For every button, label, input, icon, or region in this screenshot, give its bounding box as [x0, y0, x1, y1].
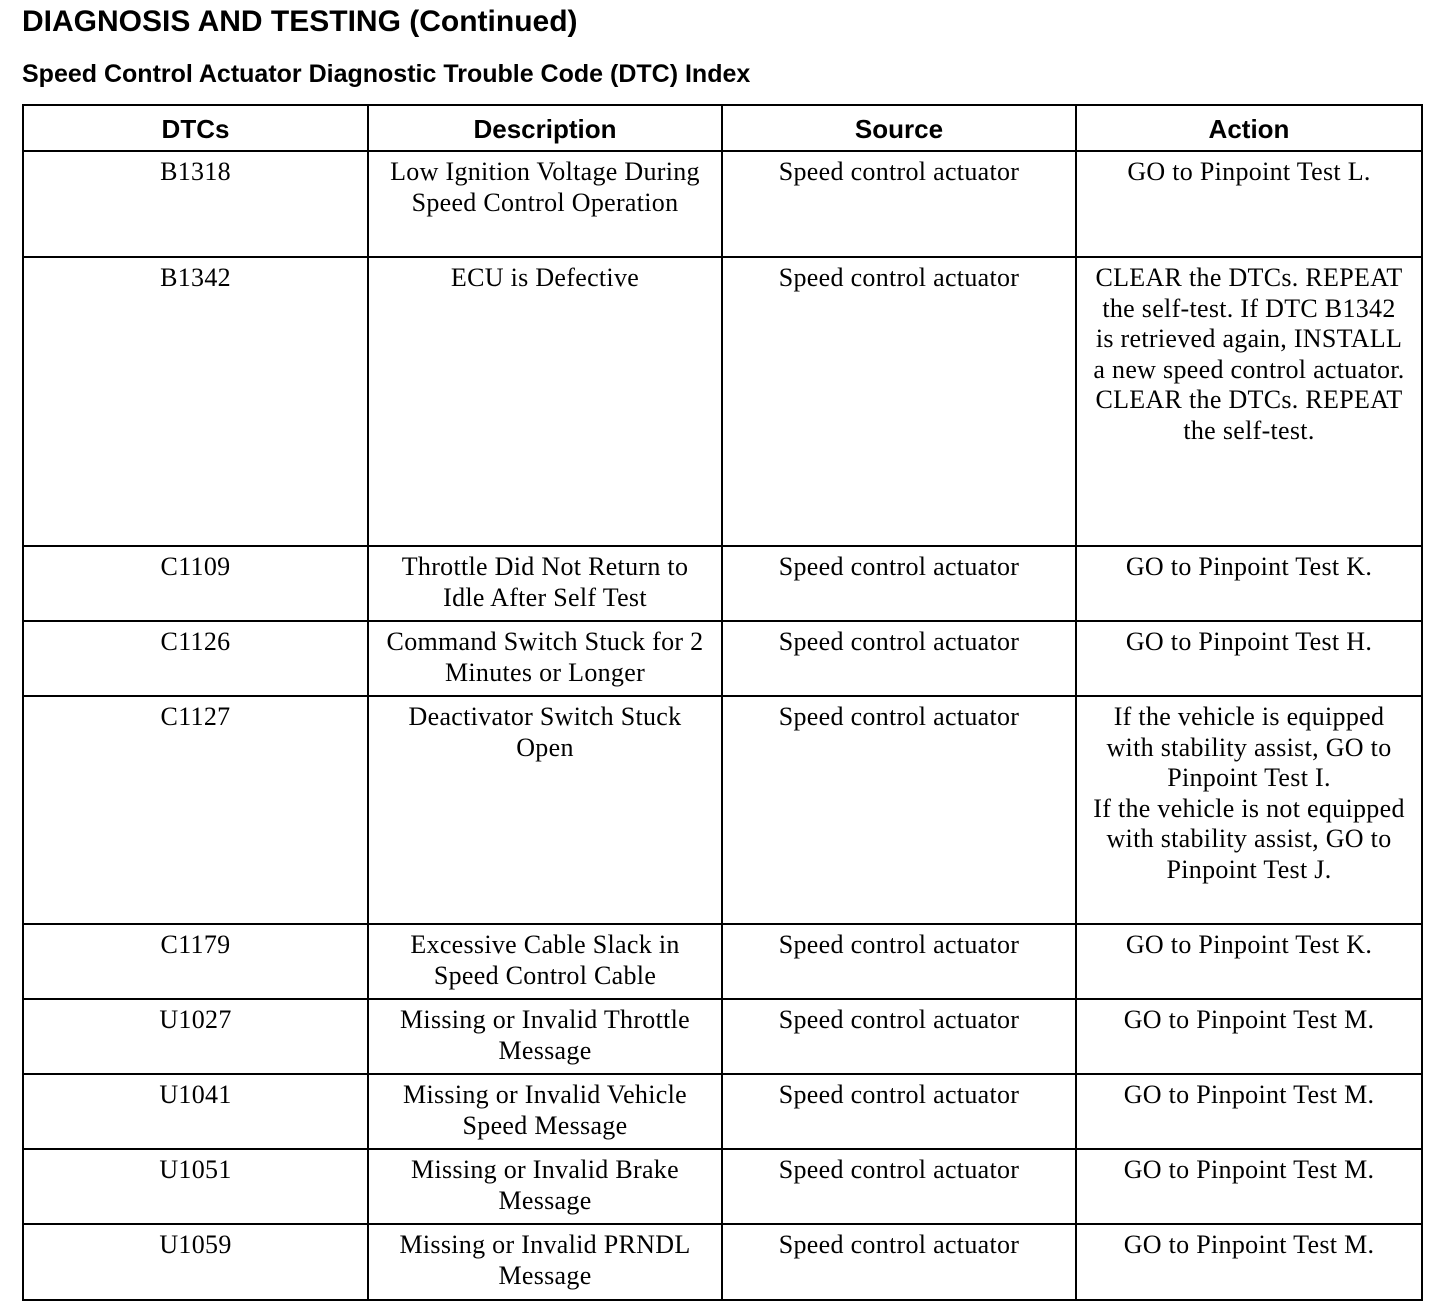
- column-header-source: Source: [722, 105, 1076, 151]
- table-row: [23, 151, 1422, 257]
- action-cell: GO to Pinpoint Test K.: [1076, 546, 1422, 621]
- source-cell: Speed control actuator: [722, 999, 1076, 1074]
- dtc-cell: U1041: [23, 1074, 368, 1149]
- dtc-cell: C1127: [23, 696, 368, 924]
- table-row: [23, 621, 1422, 696]
- action-cell: CLEAR the DTCs. REPEAT the self-test. If DTC B1342 is retrieved again, INSTALL a new speed control actuator. CLEAR the DTCs. REPEAT the self-test.: [1076, 257, 1422, 546]
- source-cell: Speed control actuator: [722, 1074, 1076, 1149]
- action-cell: [1076, 696, 1422, 924]
- dtc-cell: B1342: [23, 257, 368, 546]
- dtc-cell: U1027: [23, 999, 368, 1074]
- source-cell: Speed control actuator: [722, 151, 1076, 257]
- description-cell: Missing or Invalid Throttle Message: [368, 999, 722, 1074]
- action-cell: GO to Pinpoint Test M.: [1076, 1224, 1422, 1300]
- description-cell: ECU is Defective: [368, 257, 722, 546]
- description-cell: Excessive Cable Slack in Speed Control Cable: [368, 924, 722, 999]
- column-header-description: Description: [368, 105, 722, 151]
- table-row: [23, 1149, 1422, 1224]
- column-header-action: Action: [1076, 105, 1422, 151]
- column-header-dtcs: DTCs: [23, 105, 368, 151]
- dtc-cell: C1126: [23, 621, 368, 696]
- source-cell: Speed control actuator: [722, 924, 1076, 999]
- action-cell: GO to Pinpoint Test M.: [1076, 999, 1422, 1074]
- dtc-cell: U1059: [23, 1224, 368, 1300]
- table-row: [23, 1224, 1422, 1300]
- source-cell: Speed control actuator: [722, 546, 1076, 621]
- table-row: [23, 1074, 1422, 1149]
- action-text-stability-not-equipped: If the vehicle is not equipped with stability assist, GO to Pinpoint Test J.: [1093, 793, 1405, 884]
- page-title: DIAGNOSIS AND TESTING (Continued): [22, 5, 578, 38]
- action-cell: GO to Pinpoint Test K.: [1076, 924, 1422, 999]
- action-cell: GO to Pinpoint Test L.: [1076, 151, 1422, 257]
- description-cell: Low Ignition Voltage During Speed Control Operation: [368, 151, 722, 257]
- table-row: [23, 924, 1422, 999]
- section-title: Speed Control Actuator Diagnostic Trouble Code (DTC) Index: [22, 60, 751, 88]
- action-cell: GO to Pinpoint Test M.: [1076, 1074, 1422, 1149]
- description-cell: Missing or Invalid Vehicle Speed Message: [368, 1074, 722, 1149]
- table-row: [23, 696, 1422, 924]
- dtc-cell: C1109: [23, 546, 368, 621]
- description-cell: Command Switch Stuck for 2 Minutes or Longer: [368, 621, 722, 696]
- source-cell: Speed control actuator: [722, 621, 1076, 696]
- action-cell: GO to Pinpoint Test H.: [1076, 621, 1422, 696]
- source-cell: Speed control actuator: [722, 257, 1076, 546]
- table-row: [23, 546, 1422, 621]
- dtc-cell: C1179: [23, 924, 368, 999]
- dtc-cell: U1051: [23, 1149, 368, 1224]
- description-cell: Deactivator Switch Stuck Open: [368, 696, 722, 924]
- action-text-stability-equipped: If the vehicle is equipped with stability assist, GO to Pinpoint Test I.: [1106, 702, 1392, 792]
- table-row: [23, 999, 1422, 1074]
- table-header-row: [23, 105, 1422, 151]
- dtc-cell: B1318: [23, 151, 368, 257]
- dtc-index-table: [22, 104, 1423, 1301]
- description-cell: Missing or Invalid PRNDL Message: [368, 1224, 722, 1300]
- action-cell: GO to Pinpoint Test M.: [1076, 1149, 1422, 1224]
- source-cell: Speed control actuator: [722, 1224, 1076, 1300]
- description-cell: Throttle Did Not Return to Idle After Self Test: [368, 546, 722, 621]
- description-cell: Missing or Invalid Brake Message: [368, 1149, 722, 1224]
- source-cell: Speed control actuator: [722, 696, 1076, 924]
- table-row: [23, 257, 1422, 546]
- source-cell: Speed control actuator: [722, 1149, 1076, 1224]
